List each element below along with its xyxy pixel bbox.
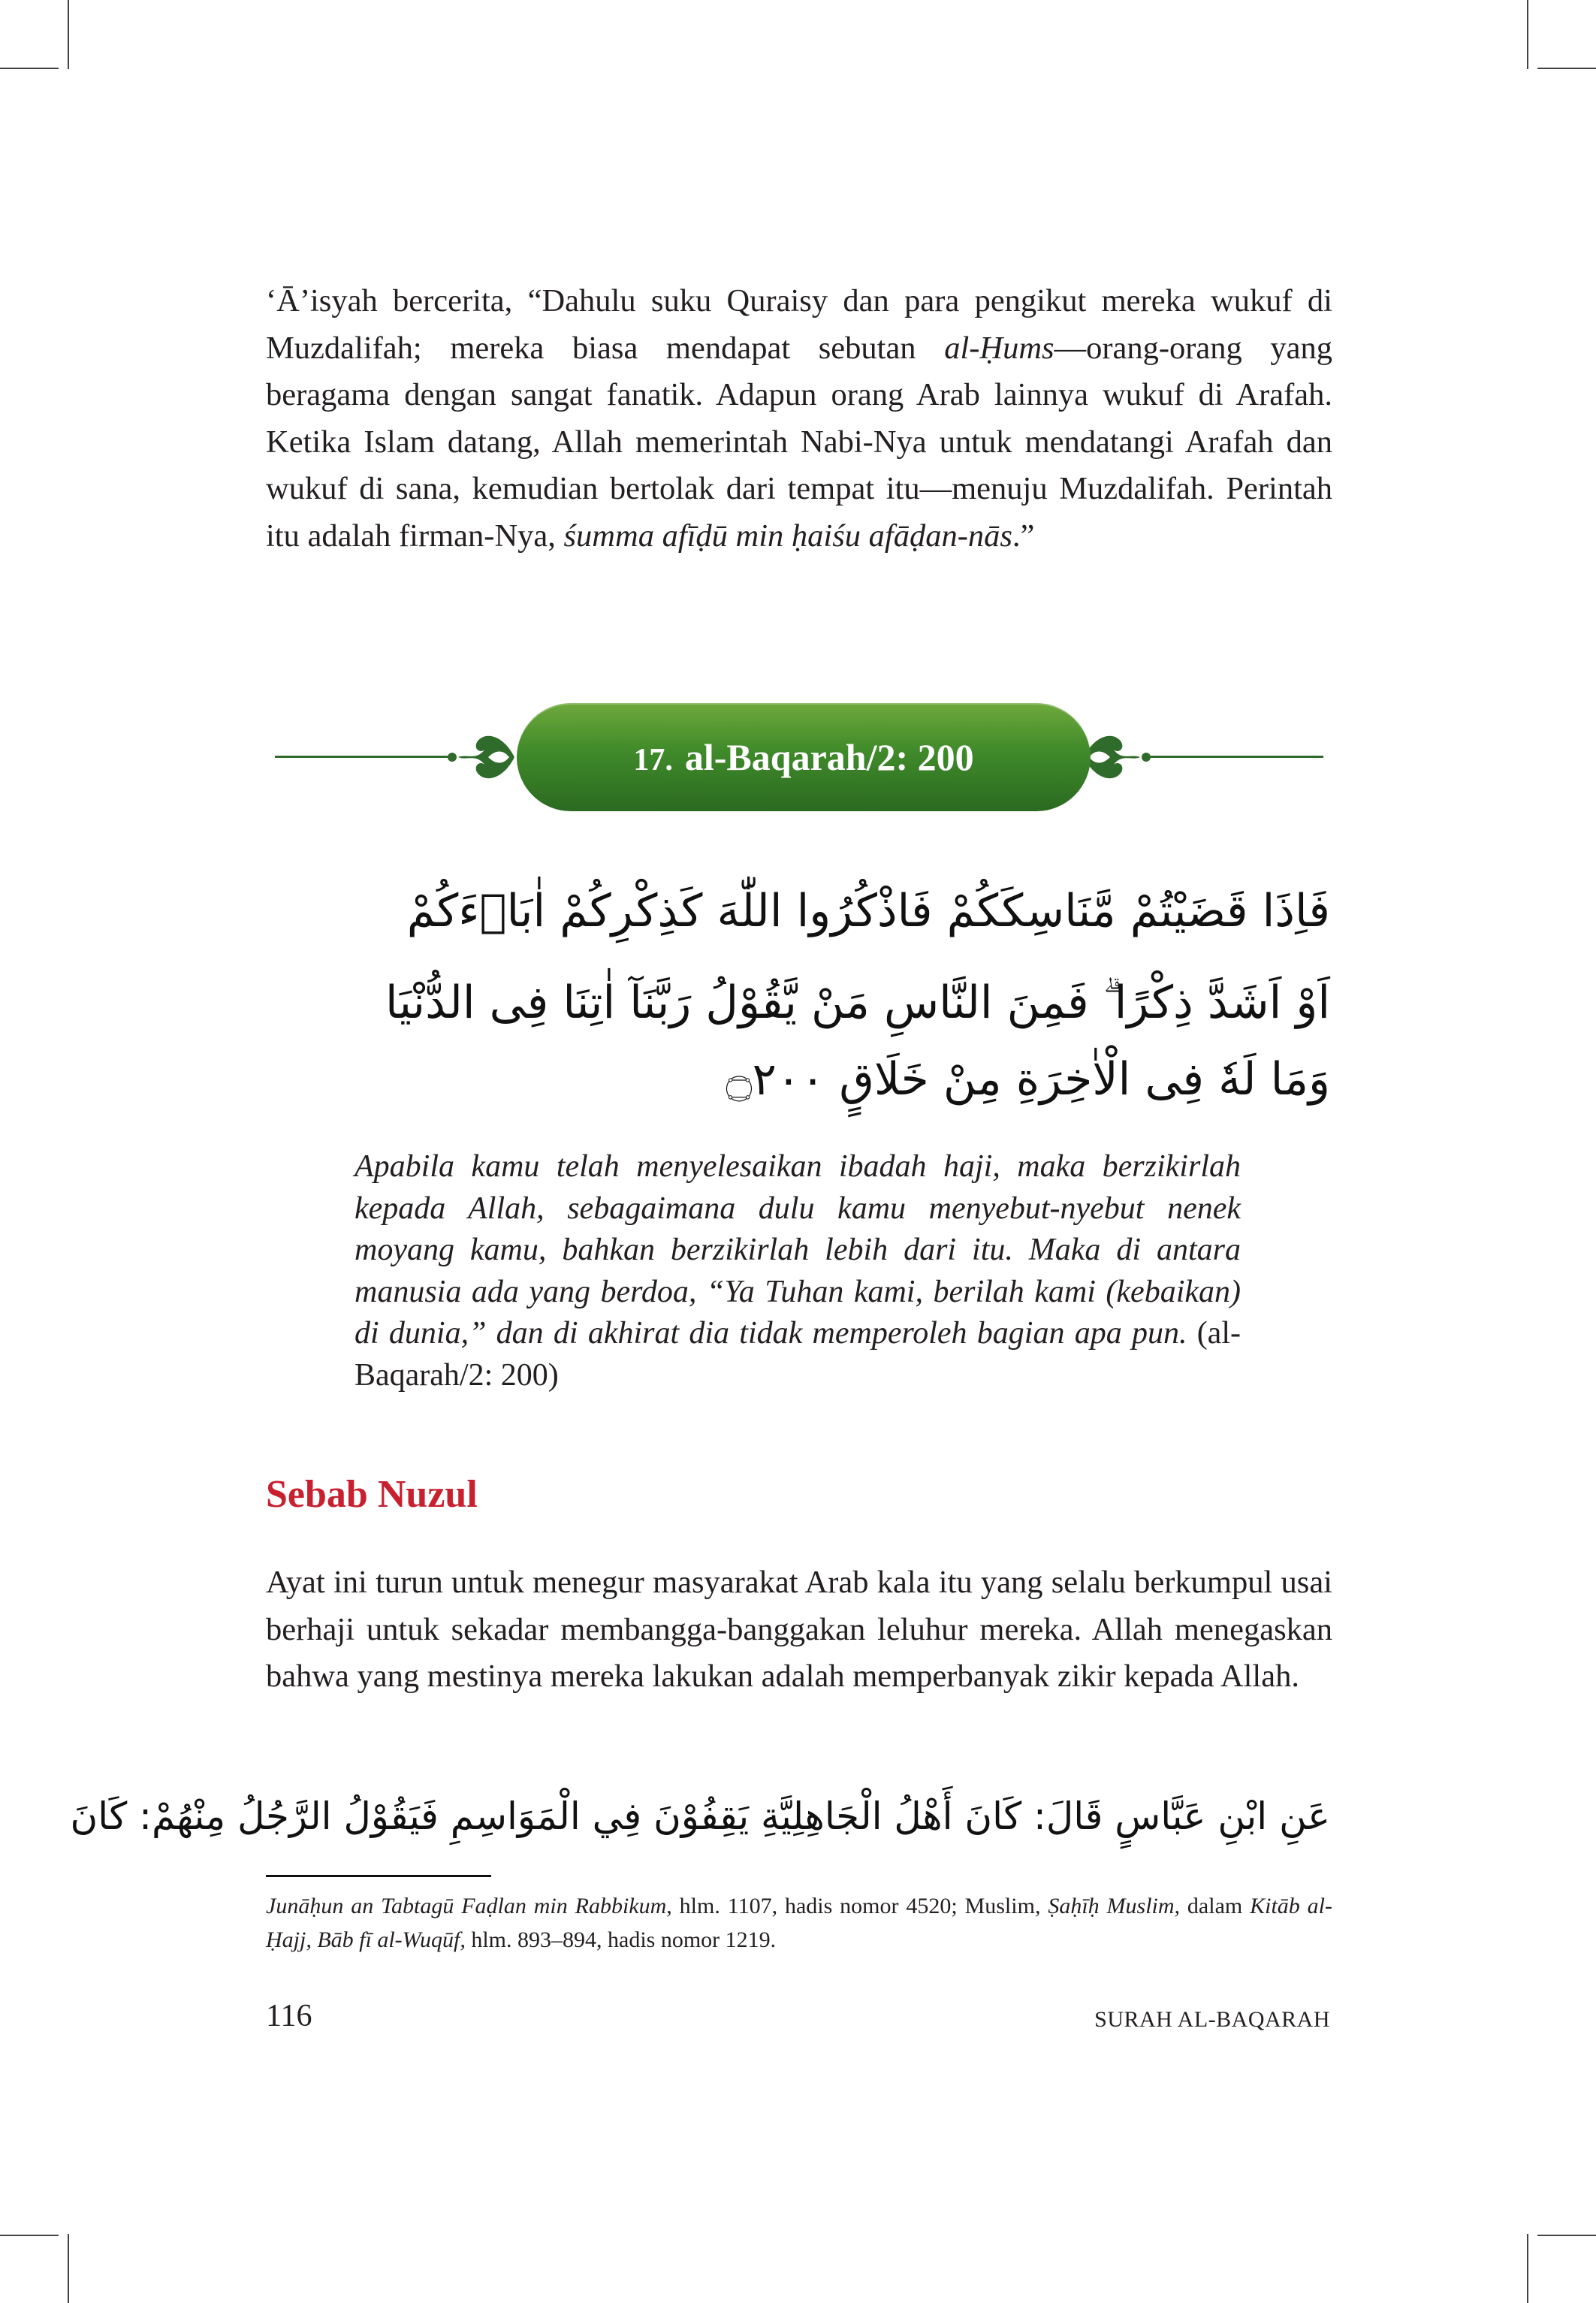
crop-mark xyxy=(68,0,69,69)
verse-line-2: اَوْ اَشَدَّ ذِكْرًا ۗ فَمِنَ النَّاسِ مَنْ يَّقُوْلُ رَبَّنَآ اٰتِنَا فِى الدُّنْيَا xyxy=(385,976,1330,1029)
banner-rule-left xyxy=(275,756,448,758)
verse-translation xyxy=(354,1146,1241,1396)
footnote-text-2: dalam xyxy=(1180,1894,1251,1918)
section-body: Ayat ini turun untuk menegur masyarakat Arab kala itu yang selalu berkumpul usai berhaji untuk sekadar membangga-banggakan leluhur mereka. Allah menegaskan bahwa yang mestinya mereka lakukan adalah memperbanyak zikir kepada Allah. xyxy=(266,1565,1332,1694)
translation-text: Apabila kamu telah menyelesaikan ibadah haji, maka berzikirlah kepada Allah, sebagaimana dulu kamu menyebut-nyebut nenek moyang kamu, bahkan berzikirlah lebih dari itu. Maka di antara manusia ada yang berdoa, “Ya Tuhan kami, berilah kami (kebaikan) di dunia,” dan di akhirat dia tidak memperoleh bagian apa pun. xyxy=(354,1149,1241,1351)
heading-number: 17. xyxy=(633,743,673,777)
heading-title: al-Baqarah/2: 200 xyxy=(684,736,974,778)
footnote-text-1: , hlm. 1107, hadis nomor 4520; Muslim, xyxy=(666,1894,1048,1918)
intro-text-3: .” xyxy=(1012,518,1035,554)
crop-mark xyxy=(1537,68,1596,69)
footnote-chapter: Kitāb al-Ḥajj, Bāb fī al-Wuqūf, xyxy=(266,1894,1332,1952)
crop-mark xyxy=(1537,2235,1596,2236)
footnote-text-3: hlm. 893–894, hadis nomor 1219. xyxy=(465,1927,777,1952)
ornament-left-icon xyxy=(443,720,518,795)
footnote xyxy=(266,1889,1332,1957)
verse-heading-banner xyxy=(275,703,1323,811)
verse-line-1: فَاِذَا قَضَيْتُمْ مَّنَاسِكَكُمْ فَاذْكُرُوا اللّٰهَ كَذِكْرِكُمْ اٰبَاۤءَكُمْ xyxy=(406,885,1330,937)
intro-paragraph xyxy=(266,278,1332,560)
heading-label xyxy=(517,703,1091,811)
translation-reference: (al-Baqarah/2: 200) xyxy=(354,1316,1241,1393)
heading-pill xyxy=(517,703,1091,811)
crop-mark xyxy=(0,68,59,69)
intro-text-1: ‘Ā’isyah bercerita, “Dahulu suku Quraisy dan para pengikut mereka wukuf di Muzdalifah; mereka biasa mendapat sebutan xyxy=(266,283,1332,366)
crop-mark xyxy=(1527,2234,1528,2303)
intro-text-2: —orang-orang yang beragama dengan sangat fanatik. Adapun orang Arab lainnya wukuf di Arafah. Ketika Islam datang, Allah memerintah Nabi-Nya untuk mendatangi Arafah dan wukuf di sana, kemudian bertolak dari tempat itu—menuju Muzdalifah. Perintah itu adalah firman-Nya, xyxy=(266,330,1332,554)
hadith-line: عَنِ ابْنِ عَبَّاسٍ قَالَ: كَانَ أَهْلُ الْجَاهِلِيَّةِ يَقِفُوْنَ فِي الْمَوَاسِمِ فَيَقُوْلُ الرَّجُلُ مِنْهُمْ: كَانَ xyxy=(70,1794,1330,1838)
footnote-book: Ṣaḥīḥ Muslim, xyxy=(1048,1894,1181,1918)
intro-term-hums: al-Ḥums xyxy=(944,330,1054,366)
crop-mark xyxy=(68,2234,69,2303)
ornament-right-icon xyxy=(1080,720,1155,795)
banner-rule-right xyxy=(1151,756,1323,758)
section-title: Sebab Nuzul xyxy=(266,1473,478,1516)
crop-mark xyxy=(0,2235,59,2236)
footnote-title: Junāḥun an Tabtagū Faḍlan min Rabbikum xyxy=(266,1894,667,1918)
intro-quote-transliteration: śumma afīḍū min ḥaiśu afāḍan-nās xyxy=(563,518,1012,554)
running-title: SURAH AL-BAQARAH xyxy=(1094,2007,1330,2032)
crop-mark xyxy=(1527,0,1528,69)
page-number: 116 xyxy=(266,1999,312,2033)
verse-line-3: وَمَا لَهٗ فِى الْاٰخِرَةِ مِنْ خَلَاقٍ ۝٢٠٠ xyxy=(726,1053,1330,1106)
footnote-rule xyxy=(266,1875,491,1877)
